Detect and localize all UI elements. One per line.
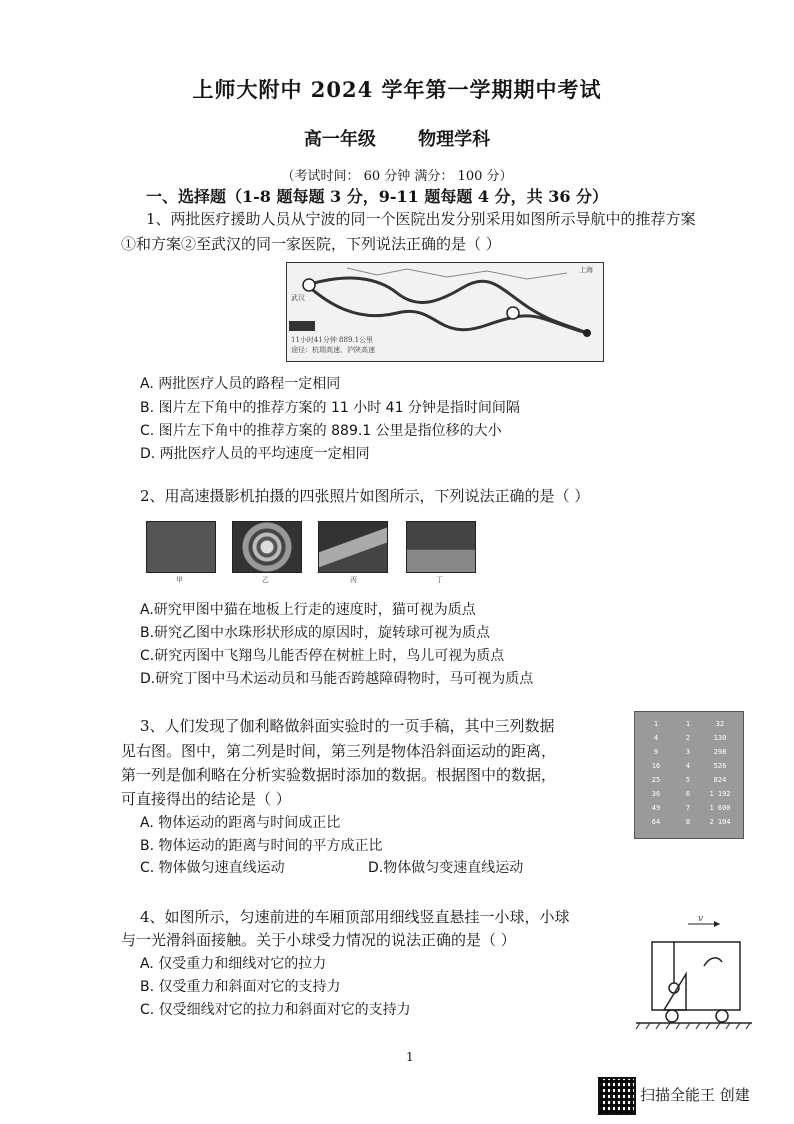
table-row: 25 5 824 — [651, 776, 727, 784]
q4-option-c: C. 仅受细线对它的拉力和斜面对它的支持力 — [140, 1002, 411, 1018]
map-label-shanghai: 上海 — [579, 266, 593, 274]
carriage-figure — [634, 914, 754, 1032]
q2-stem: 2、用高速摄影机拍摄的四张照片如图所示，下列说法正确的是（ ） — [140, 487, 590, 505]
q3-option-c: C. 物体做匀速直线运动 — [140, 860, 285, 876]
q4-option-b: B. 仅受重力和斜面对它的支持力 — [140, 979, 341, 995]
navigation-map-image — [286, 262, 604, 362]
carriage-diagram — [634, 914, 754, 1032]
page-number: 1 — [406, 1050, 414, 1064]
q3-stem-line4: 可直接得出的结论是（ ） — [121, 790, 291, 808]
q4-option-a: A. 仅受重力和细线对它的拉力 — [140, 956, 327, 972]
table-row: 1 1 32 — [653, 720, 725, 728]
table-row: 36 6 1 192 — [651, 790, 731, 798]
table-row: 9 3 298 — [653, 748, 727, 756]
q3-stem-line1: 3、人们发现了伽利略做斜面实验时的一页手稿，其中三列数据 — [140, 717, 555, 735]
q1-option-b: B. 图片左下角中的推荐方案的 11 小时 41 分钟是指时间间隔 — [140, 400, 520, 416]
grade-label: 高一年级 — [303, 129, 376, 150]
q3-stem-line3: 第一列是伽利略在分析实验数据时添加的数据。根据图中的数据， — [121, 766, 557, 784]
q2-option-c: C.研究丙图中飞翔鸟儿能否停在树桩上时，鸟儿可视为质点 — [140, 648, 505, 664]
table-row: 16 4 526 — [651, 762, 727, 770]
section-heading: 一、选择题（1-8 题每题 3 分，9-11 题每题 4 分，共 36 分） — [146, 187, 609, 206]
q1-option-d: D. 两批医疗人员的平均速度一定相同 — [140, 446, 370, 462]
q2-option-b: B.研究乙图中水珠形状形成的原因时，旋转球可视为质点 — [140, 625, 491, 641]
map-route-via: 途径：杭瑞高速、沪陕高速 — [291, 346, 375, 354]
q3-stem-line2: 见右图。图中，第二列是时间，第三列是物体沿斜面运动的距离， — [121, 742, 557, 760]
q1-option-a: A. 两批医疗人员的路程一定相同 — [140, 376, 341, 392]
photo-spinning-ball — [232, 521, 302, 573]
q2-option-a: A.研究甲图中猫在地板上行走的速度时，猫可视为质点 — [140, 602, 476, 618]
photo-caption-jia: 甲 — [176, 576, 183, 584]
photo-caption-yi: 乙 — [262, 576, 269, 584]
photo-cat — [146, 521, 216, 573]
photo-horse-rider — [406, 521, 476, 573]
q3-option-b: B. 物体运动的距离与时间的平方成正比 — [140, 838, 383, 854]
q3-option-a: A. 物体运动的距离与时间成正比 — [140, 815, 341, 831]
photo-caption-ding: 丁 — [436, 576, 443, 584]
photo-bird — [318, 521, 388, 573]
subject-label: 物理学科 — [418, 129, 491, 150]
velocity-label: v — [698, 914, 704, 924]
exam-info: （考试时间： 60 分钟 满分： 100 分） — [281, 169, 513, 184]
q1-stem-line1: 1、两批医疗援助人员从宁波的同一个医院出发分别采用如图所示导航中的推荐方案 — [146, 210, 696, 228]
q4-stem-line2: 与一光滑斜面接触。关于小球受力情况的说法正确的是（ ） — [121, 931, 516, 949]
exam-title: 上师大附中 2024 学年第一学期期中考试 — [192, 77, 602, 102]
q4-stem-line1: 4、如图所示，匀速前进的车厢顶部用细线竖直悬挂一小球，小球 — [140, 908, 570, 926]
map-route-summary: 11小时41分钟 889.1公里 — [291, 336, 374, 344]
map-label-wuhan: 武汉 — [291, 294, 305, 302]
exam-subtitle — [0, 125, 794, 151]
scanner-watermark: 扫描全能王 创建 — [640, 1086, 750, 1104]
q3-option-d: D.物体做匀变速直线运动 — [368, 860, 524, 876]
q1-option-c: C. 图片左下角中的推荐方案的 889.1 公里是指位移的大小 — [140, 423, 502, 439]
photo-caption-bing: 丙 — [350, 576, 357, 584]
galileo-manuscript-table — [634, 711, 744, 839]
table-row: 49 7 1 600 — [651, 804, 731, 812]
q2-option-d: D.研究丁图中马术运动员和马能否跨越障碍物时，马可视为质点 — [140, 671, 534, 687]
q1-stem-line2: ①和方案②至武汉的同一家医院，下列说法正确的是（ ） — [121, 235, 501, 253]
qr-code-icon — [598, 1077, 636, 1115]
table-row: 4 2 130 — [653, 734, 727, 742]
table-row: 64 8 2 104 — [651, 818, 731, 826]
